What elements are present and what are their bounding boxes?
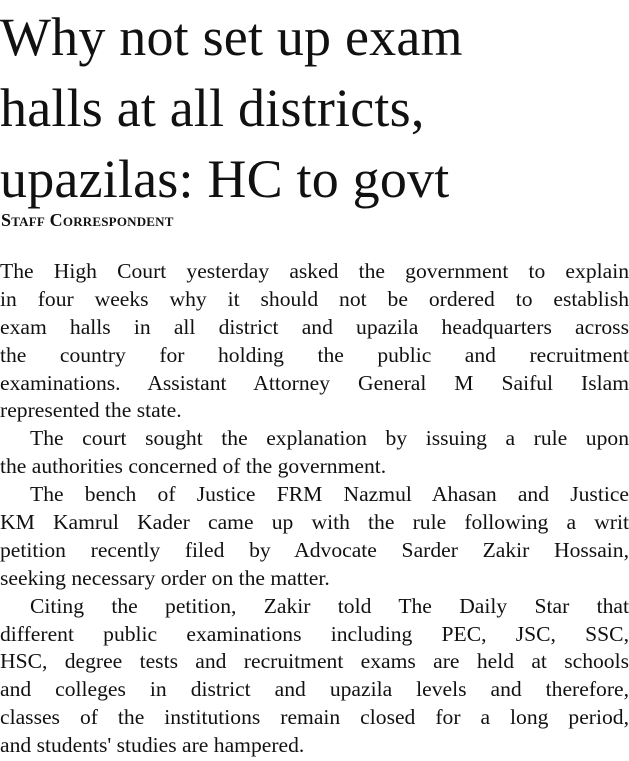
text-line: and colleges in district and upazila levels and therefore, <box>0 677 629 702</box>
article-headline <box>0 2 629 215</box>
text-line: KM Kamrul Kader came up with the rule following a writ <box>0 510 629 535</box>
text-line: Citing the petition, Zakir told The Daily Star that <box>30 593 629 618</box>
text-line: the authorities concerned of the government. <box>0 454 387 479</box>
paragraph <box>0 425 629 481</box>
text-line: examinations. Assistant Attorney General M Saiful Islam <box>0 370 629 395</box>
text-line: The High Court yesterday asked the government to explain <box>0 259 629 283</box>
text-line: petition recently filed by Advocate Sarder Zakir Hossain, <box>0 537 629 562</box>
headline-line: halls at all districts, <box>0 78 425 138</box>
text-line: seeking necessary order on the matter. <box>0 565 330 590</box>
article-byline: Staff Correspondent <box>1 210 174 230</box>
text-line: classes of the institutions remain closed for a long period, <box>0 705 629 730</box>
paragraph <box>0 258 629 425</box>
text-line: in four weeks why it should not be ordered to establish <box>0 286 629 311</box>
text-line: The bench of Justice FRM Nazmul Ahasan and Justice <box>30 482 629 507</box>
paragraph <box>0 481 629 593</box>
article-body <box>0 258 629 760</box>
headline-line: Why not set up exam <box>0 7 463 67</box>
text-line: The court sought the explanation by issuing a rule upon <box>30 426 629 451</box>
text-line: the country for holding the public and recruitment <box>0 342 629 367</box>
text-line: exam halls in all district and upazila headquarters across <box>0 314 629 339</box>
headline-line: upazilas: HC to govt <box>0 149 450 209</box>
text-line: and students' studies are hampered. <box>0 733 305 758</box>
paragraph <box>0 593 629 760</box>
text-line: represented the state. <box>0 398 182 423</box>
text-line: HSC, degree tests and recruitment exams are held at schools <box>0 649 629 674</box>
text-line: different public examinations including PEC, JSC, SSC, <box>0 621 629 646</box>
